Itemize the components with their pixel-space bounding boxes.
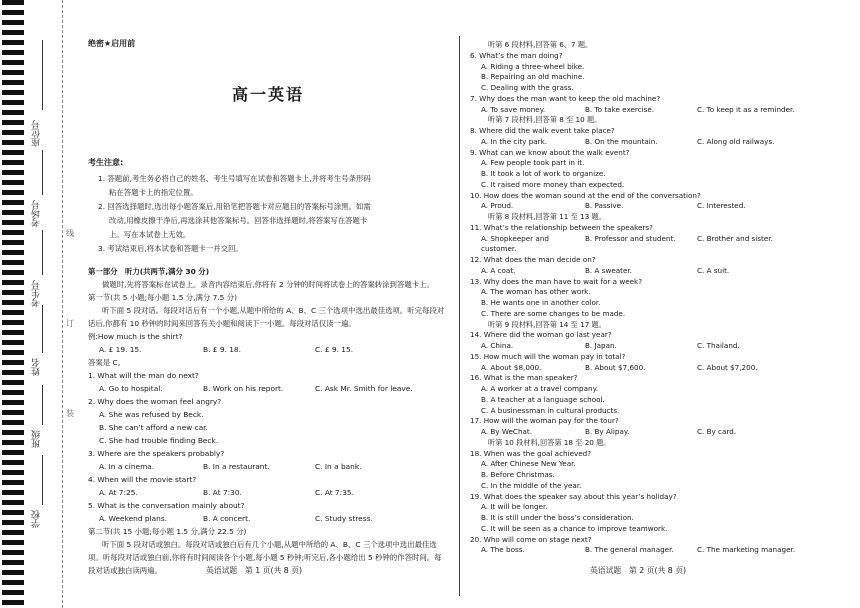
question-stem: 11. What’s the relationship between the speakers?: [470, 222, 653, 232]
option: B. On the mountain.: [585, 136, 658, 146]
question-stem: 7. Why does the man want to keep the old machine?: [470, 93, 661, 103]
option: A. A coat.: [481, 265, 516, 275]
option: A. It will be longer.: [481, 502, 548, 512]
notice-line: 改动,用橡皮擦干净后,再选涂其他答案标号。回答非选择题时,将答案写在答题卡: [109, 216, 368, 225]
question-stem: 8. Where did the walk event take place?: [470, 126, 615, 135]
option: C. A businessman in cultural products.: [481, 405, 620, 415]
option-row: [470, 363, 830, 374]
question-stem: 17. How will the woman pay for the tour?: [470, 416, 619, 426]
option: B. Repairing an old machine.: [481, 72, 585, 82]
option: C. In the middle of the year.: [481, 480, 582, 490]
option: B. At 7:30.: [203, 488, 242, 497]
exam-page-2: [470, 0, 830, 608]
option: C. It will be seen as a chance to improve teamwork.: [481, 523, 668, 533]
page-footer: 英语试题 第 1 页(共 8 页): [206, 566, 303, 575]
option: C. It raised more money than expected.: [481, 179, 625, 189]
option: A. After Chinese New Year.: [481, 459, 576, 469]
question-stem: 10. How does the woman sound at the end of the conversation?: [470, 190, 701, 200]
question-stem: 14. Where did the woman go last year?: [470, 330, 612, 340]
field-line-room: [42, 150, 44, 195]
option: A. In a cinema.: [99, 462, 155, 471]
question-stem: 20. Who will come on stage next?: [470, 534, 592, 544]
option: C. A suit.: [697, 265, 730, 275]
binding-stripes: [2, 0, 24, 608]
notice-line: 1. 答题前,考生务必将自己的姓名、考生号填写在试卷和答题卡上,并将考生号条形码: [98, 174, 371, 183]
cut-mark-bind: 订: [66, 319, 74, 328]
option: B. It took a lot of work to organize.: [481, 169, 606, 178]
option: A. A worker at a travel company.: [481, 384, 599, 393]
question-stem: 5. What is the conversation mainly about?: [88, 501, 245, 510]
option: C. There are some changes to be made.: [481, 308, 626, 318]
field-line-school: [42, 455, 44, 505]
notice-line: 粘在答题卡上的指定位置。: [109, 188, 198, 197]
listening-part: [88, 265, 448, 577]
option-row: [470, 137, 830, 148]
question-stem: 2. Why does the woman feel angry?: [88, 397, 222, 406]
example-answer: 答案是 C。: [88, 358, 126, 367]
notice-line: 3. 考试结束后,将本试卷和答题卡一并交回。: [98, 244, 243, 253]
binding-dashed-line: [62, 0, 64, 608]
confidential-mark: 绝密★启用前: [88, 39, 136, 48]
option: C. The marketing manager.: [697, 545, 796, 555]
question-stem: 13. Why does the man have to wait for a week?: [470, 276, 643, 286]
option-row: [470, 234, 830, 256]
example-options: [88, 343, 448, 356]
label-name: 姓名: [32, 358, 42, 376]
option: A. In the city park.: [481, 136, 548, 146]
question-stem: 19. What does the speaker say about this year’s holiday?: [470, 491, 677, 501]
page2-questions: [470, 40, 830, 556]
cut-mark-install: 装: [66, 409, 74, 418]
option: B. £ 9. 18.: [203, 345, 241, 354]
question-stem: 16. What is the man speaker?: [470, 373, 578, 383]
notice-list: [98, 172, 443, 256]
option: A. She was refused by Beck.: [99, 410, 204, 419]
question-stem: 9. What can we know about the walk event?: [470, 147, 630, 157]
option: A. Weekend plans.: [99, 514, 168, 523]
option: B. Professor and student.: [585, 233, 676, 243]
option-row: [88, 486, 448, 499]
listening-material-note: 听第 8 段材料,回答第 11 至 13 题。: [488, 212, 606, 221]
option: C. Ask Mr. Smith for leave.: [315, 384, 413, 393]
option: C. About $7,200.: [697, 362, 758, 372]
option: C. By card.: [697, 427, 737, 436]
question-stem: 12. What does the man decide on?: [470, 255, 596, 264]
option: B. Japan.: [585, 341, 617, 350]
notice-line: 2. 回答选择题时,选出每小题答案后,用铅笔把答题卡对应题目的答案标号涂黑。如需: [98, 202, 371, 211]
question-stem: 3. Where are the speakers probably?: [88, 449, 225, 458]
page-divider: [459, 36, 460, 596]
notice-heading: 考生注意:: [88, 158, 124, 167]
label-candidate-number: 考生号: [32, 280, 42, 307]
field-line-class: [42, 385, 44, 425]
option: B. Before Christmas.: [481, 470, 555, 479]
option: C. £ 9. 15.: [315, 345, 354, 354]
option: A. About $8,000.: [481, 362, 542, 372]
option: C. At 7:35.: [315, 488, 354, 497]
listening-material-note: 听第 7 段材料,回答第 8 至 10 题。: [488, 115, 602, 125]
field-line-name: [42, 305, 44, 353]
option-row: [470, 201, 830, 212]
option-row: [88, 382, 448, 395]
label-exam-room: 考场号: [32, 200, 42, 227]
page-footer: 英语试题 第 2 页(共 8 页): [590, 566, 687, 575]
option: B. It is still under the boss’s consideration.: [481, 513, 634, 522]
section2-description: 听下面 5 段对话或独白。每段对话或独白后有几个小题,从题中所给的 A、B、C 三个选项中选出最佳选项。听每段对话或独白前,你将有时间阅读各个小题,每小题 5 秒钟;听完后,各小题给出 5 秒钟的作答时间。每段对话或独白读两遍。: [88, 540, 442, 575]
option-row: [470, 105, 830, 116]
example-question: 例:How much is the shirt?: [88, 332, 183, 341]
option: B. He wants one in another color.: [481, 298, 601, 307]
label-school: 学校: [32, 510, 42, 528]
cut-mark-line: 线: [66, 229, 74, 238]
part1-description: 做题时,先将答案标在试卷上。录音内容结束后,你将有 2 分钟的时间将试卷上的答案转涂到答题卡上。: [102, 280, 434, 289]
option: A. China.: [481, 341, 514, 350]
question-stem: 1. What will the man do next?: [88, 371, 199, 380]
field-line-candidate: [42, 230, 44, 275]
listening-material-note: 听第 6 段材料,回答第 6、7 题。: [488, 40, 593, 49]
option: C. Along old railways.: [697, 136, 775, 146]
section2-heading: 第二节(共 15 小题;每小题 1.5 分,满分 22.5 分): [88, 527, 247, 536]
option: C. Brother and sister.: [697, 233, 773, 243]
option: B. A teacher at a language school.: [481, 394, 605, 404]
option: C. She had trouble finding Beck.: [99, 436, 219, 445]
exam-page-1: [88, 0, 448, 608]
option: A. By WeChat.: [481, 427, 533, 436]
option: B. About $7,600.: [585, 362, 646, 372]
option: B. To take exercise.: [585, 104, 655, 114]
option: A. At 7:25.: [99, 488, 138, 497]
question-stem: 18. When was the goal achieved?: [470, 448, 592, 458]
option: A. £ 19. 15.: [99, 345, 142, 354]
option: C. Study stress.: [315, 514, 373, 523]
option-row: [88, 460, 448, 473]
listening-material-note: 听第 10 段材料,回答第 18 至 20 题。: [488, 437, 611, 447]
option-row: [470, 266, 830, 277]
option-row: [470, 341, 830, 352]
question-stem: 6. What’s the man doing?: [470, 50, 563, 60]
section1-questions: [88, 369, 448, 525]
option: C. To keep it as a reminder.: [697, 104, 795, 114]
part1-heading: 第一部分 听力(共两节,满分 30 分): [88, 267, 210, 276]
option: C. In a bank.: [315, 462, 362, 471]
option: B. In a restaurant.: [203, 462, 270, 471]
option: B. A sweater.: [585, 265, 632, 275]
option: A. Few people took part in it.: [481, 158, 585, 168]
notice-line: 上。写在本试卷上无效。: [109, 230, 191, 239]
section1-heading: 第一节(共 5 小题;每小题 1.5 分,满分 7.5 分): [88, 293, 237, 302]
question-stem: 15. How much will the woman pay in total?: [470, 351, 626, 361]
option-row: [470, 545, 830, 556]
option: A. Shopkeeper and customer.: [481, 233, 549, 254]
option: A. Riding a three-wheel bike.: [481, 61, 585, 71]
label-seat-number: 座位号: [32, 120, 42, 147]
option: A. The woman has other work.: [481, 287, 591, 297]
option: B. By Alipay.: [585, 427, 630, 436]
listening-material-note: 听第 9 段材料,回答第 14 至 17 题。: [488, 319, 606, 329]
section1-description: 听下面 5 段对话。每段对话后有一个小题,从题中所给的 A、B、C 三个选项中选出最佳选项。听完每段对话后,你都有 10 秒钟的时间来回答有关小题和阅读下一小题。每段对话仅读一遍。: [88, 306, 445, 328]
option: C. Thailand.: [697, 341, 740, 350]
option-row: [470, 427, 830, 438]
field-line-seat: [42, 40, 44, 110]
option: B. She can’t afford a new car.: [99, 423, 208, 432]
option: A. Go to hospital.: [99, 384, 163, 393]
option-row: [88, 512, 448, 525]
question-stem: 4. When will the movie start?: [88, 475, 197, 484]
label-class: 班级: [32, 430, 42, 448]
option: B. A concert.: [203, 514, 251, 523]
exam-title: 高一英语: [232, 85, 305, 104]
option: C. Interested.: [697, 201, 746, 211]
option: A. Proud.: [481, 201, 514, 211]
option: B. Passive.: [585, 201, 624, 211]
option: B. The general manager.: [585, 545, 674, 555]
option: C. Dealing with the grass.: [481, 83, 574, 92]
binding-margin: [0, 0, 62, 608]
option: A. The boss.: [481, 545, 525, 555]
option: A. To save money.: [481, 104, 546, 114]
option: B. Work on his report.: [203, 384, 284, 393]
